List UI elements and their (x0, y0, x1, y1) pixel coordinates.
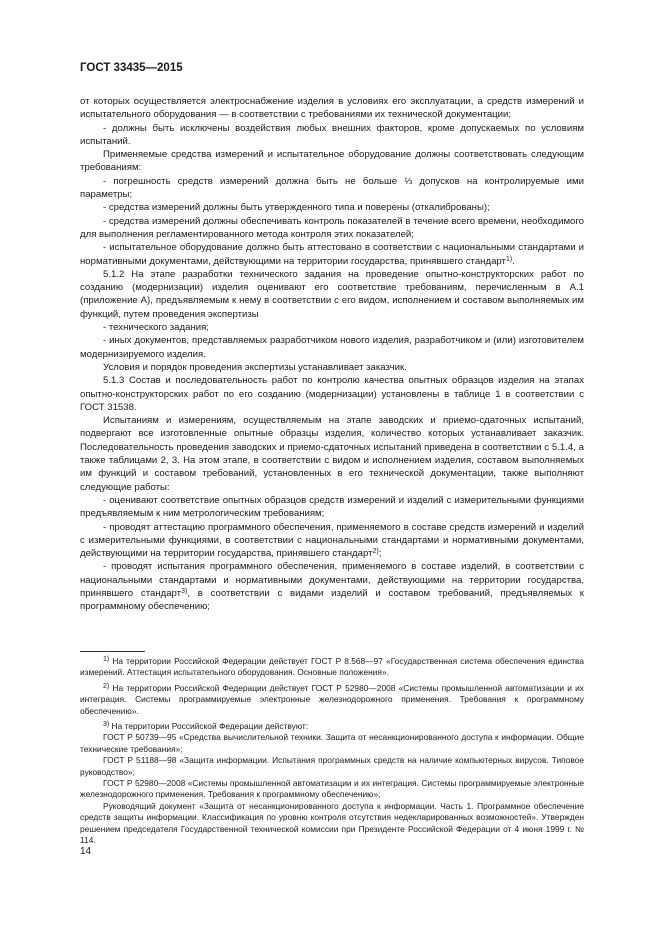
paragraph: Условия и порядок проведения экспертизы устанавливает заказчик. (103, 361, 407, 373)
paragraph: - технического задания; (103, 322, 209, 334)
footnote-ref: 2) (372, 548, 379, 556)
paragraph: - иных документов, представляемых разработчиком нового изделия, разработчиком и (или) изготовителем модернизируемого изделия. (80, 335, 584, 360)
paragraph (80, 241, 584, 268)
paragraph: Испытаниям и измерениям, осуществляемым на этапе заводских и приемо-сдаточных испытаний, подвергают все изготовленные опытные образцы изделия, количество которых устанавливает заказчик. Последовательность проведения заводских и приемо-сдаточных испытаний приведена в соответствии с 5.1.4, а также таблицами 2, 3. На этом этапе, в соответствии с видом и исполнением изделия, составом выполняемых им функций и составом требований, установленных в его технической документации, также выполняют следующие работы: (80, 415, 584, 493)
footnote-text: На территории Российской Федерации действует ГОСТ Р 8.568—97 «Государственная система обеспечения единства измерений. Аттестация испытательного оборудования. Основные положения». (80, 656, 584, 678)
footnotes (80, 656, 584, 847)
page-number: 14 (80, 846, 92, 857)
footnote-text: На территории Российской Федерации действует ГОСТ Р 52980—2008 «Системы промышленной автоматизации и их интеграция. Системы программируемые электронные железнодорожного применения. Требования к программному обеспечению». (80, 682, 584, 716)
paragraph: - средства измерений должны обеспечивать контроль показателей в течение всего времени, необходимого для выполнения регламентированного метода контроля этих показателей; (80, 215, 584, 240)
paragraph: - средства измерений должны быть утвержденного типа и поверены (откалиброваны); (103, 202, 490, 214)
footnote-ref: 3) (181, 587, 188, 595)
paragraph: от которых осуществляется электроснабжение изделия в условиях его эксплуатации, а средств измерений и испытательного оборудования — в соответствии с требованиями их технической документации; (80, 96, 584, 121)
document-body (80, 95, 584, 614)
paragraph-text: , в соответствии с видами изделий и составом требований, предъявляемых к программному обеспечению; (80, 587, 584, 613)
paragraph-text: - проводят аттестацию программного обеспечения, применяемого в составе средств измерений и изделий с измерительными функциями, в соответствии с национальными стандартами и нормативными документами, действующими на территории государства, принявшего стандарт (80, 521, 584, 560)
paragraph: - должны быть исключены воздействия любых внешних факторов, кроме допускаемых по условиям испытаний. (80, 122, 584, 147)
paragraph-text: - проводят испытания программного обеспечения, применяемого в составе изделий, в соответствии с национальными стандартами и нормативными документами, действующими на территории государства, принявшего стандарт (80, 561, 584, 599)
paragraph-text: ; (378, 548, 382, 560)
footnote-3-item: ГОСТ Р 52980—2008 «Системы промышленной автоматизации и их интеграция. Системы программируемые электронные железнодорожного применения. Требования к программному обеспечению»; (80, 778, 584, 800)
paragraph (80, 521, 584, 561)
paragraph-text: - испытательное оборудование должно быть аттестовано в соответствии с национальными стандартами и нормативными документами, действующими на территории государства, принявшего стандарт (80, 242, 584, 267)
section-5-1-2: 5.1.2 На этапе разработки технического задания на проведение опытно-конструкторских работ по созданию (модернизации) изделия оценивают его соответствие требованиям, перечисленным в А.1 (приложение А), предъявляемым к нему в соответствии с его видом, исполнением и составом выполняемых им функций, путем проведения экспертизы (80, 268, 584, 320)
footnote-3-item: ГОСТ Р 51188—98 «Защита информации. Испытания программных средств на наличие компьютерных вирусов. Типовое руководство»; (80, 755, 584, 777)
footnote-text: На территории Российской Федерации действуют: (109, 721, 309, 732)
footnote-mark: 1) (103, 656, 110, 663)
paragraph: Применяемые средства измерений и испытательное оборудование должны соответствовать следующим требованиям: (80, 149, 584, 174)
paragraph-text: . (512, 255, 515, 267)
footnote-divider (80, 651, 145, 652)
footnote-3 (80, 721, 584, 732)
section-5-1-3: 5.1.3 Состав и последовательность работ по контролю качества опытных образцов изделия на этапах опытно-конструкторских работ по его созданию (модернизации) установлены в таблице 1 в соответствии с ГОСТ 31538. (80, 375, 584, 413)
footnote-ref: 1) (505, 255, 513, 263)
footnote-3-item: ГОСТ Р 50739—95 «Средства вычислительной техники. Защита от несанкционированного доступа к информации. Общие технические требования»; (80, 732, 584, 754)
footnote-3-item: Руководящий документ «Защита от несанкционированного доступа к информации. Часть 1. Программное обеспечение средств защиты информации. Классификация по уровню контроля отсутствия недекларированных возможностей». Утвержден решением председателя Государственной технической комиссии при Президенте Российской Федерации от 4 июня 1999 г. № 114. (80, 800, 584, 846)
footnote-mark: 3) (103, 721, 110, 729)
paragraph (80, 560, 584, 613)
document-header: ГОСТ 33435—2015 (80, 62, 183, 74)
footnote-1 (80, 656, 584, 679)
paragraph: - оценивают соответствие опытных образцов средств измерений и изделий с измерительными функциями предъявляемым к ним метрологическим требованиям; (80, 494, 584, 520)
paragraph: - погрешность средств измерений должна быть не больше ⅓ допусков на контролируемые ими параметры; (80, 175, 584, 201)
footnote-mark: 2) (103, 682, 110, 690)
footnote-2 (80, 683, 584, 717)
